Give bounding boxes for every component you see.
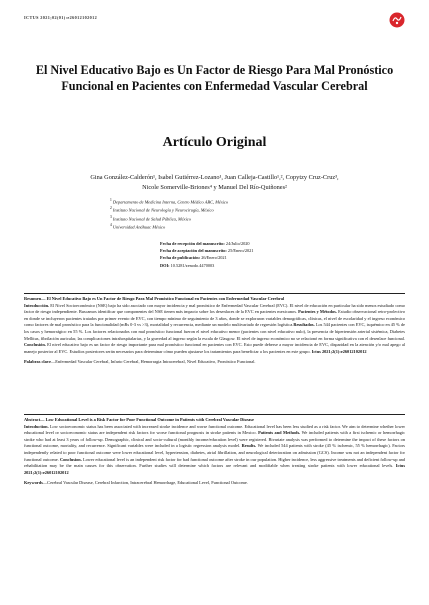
affiliation-item <box>110 214 379 222</box>
affiliation-number: 2 <box>110 206 112 211</box>
affiliation-item <box>110 205 379 213</box>
abstract-keywords: Keywords—Cerebral Vascular Disease, Cerebral Infarction, Intracerebral Hemorrhage, Educational Level, Functional Outcome. <box>24 480 248 486</box>
affiliations <box>110 197 379 231</box>
abstract-body: Introduction. Low socioeconomic status has been associated with increased stroke incidence and worse functional outcome. Educational level has been less studied as a risk factor. We aim to determine whether lower educational level or socioeconomic status are independent risk factors for worse functional prognosis in stroke patients in Mexico. Patients and Methods. We included patients with a first ischemic or hemorrhagic stroke who had at least 3 years of follow-up. Demographic, clinical and socio-cultural (monthly income/education level) were registered. Bivariate analysis was performed to determine the impact of these factors on functional outcome, mortality, and recurrence. Significant variables were included in a logistic regression analysis model. Results. We included 544 patients with stroke (45 % ischemic, 55 % hemorrhagic). Factors independently related to poor functional outcome were lower educational level, hypertension, diabetes, atrial fibrillation, and neurological deterioration on admission (GCS). Income was not an independent factor for functional outcome. Conclusion. Lower educational level is an independent risk factor for bad functional outcome after stroke in our population. Higher incidence, less aggressive treatments and deficient follow-up and rehabilitation may be the main causes for this observation. Further studies will determine which factors are relevant and modifiable when treating stroke patients with lower educational levels. Ictus 2021;2(1):e26012102012 <box>24 423 406 475</box>
received-date: Fecha de recepción del manuscrito: 24/Julio/2020 <box>160 241 250 246</box>
affiliation-number: 4 <box>110 223 112 228</box>
affiliation-text: Instituto Nacional de Neurología y Neurocirugía, México <box>112 207 214 213</box>
journal-logo-icon <box>389 12 405 28</box>
abstract-section <box>24 414 405 487</box>
affiliation-text: Universidad Anáhuac México <box>112 224 166 230</box>
resumen-title: Resumen— El Nivel Educativo Bajo es Un Factor de Riesgo Para Mal Pronóstico Funcional en Pacientes con Enfermedad Vascular Cerebral <box>24 296 285 301</box>
abstract-citation: Ictus 2021;2(1):e26012102012 <box>24 463 406 475</box>
manuscript-dates <box>160 240 389 269</box>
resumen-section <box>24 293 405 366</box>
abstract-title: Abstract— Low Educational Level is a Risk Factor for Poor Functional Outcome in Patients with Cerebral Vascular Disease <box>24 417 254 422</box>
authors-line-2: Nicole Somerville-Briones⁴ y Manuel Del Río-Quiñones² <box>142 184 287 191</box>
published-date: Fecha de publicación: 26/Enero/2021 <box>160 255 227 261</box>
journal-reference: ICTUS 2021;02(01):e26012102012 <box>24 15 98 20</box>
doi-link[interactable]: 10.5281/zenodo.4470003 <box>170 262 215 268</box>
affiliation-item <box>110 197 379 205</box>
affiliation-text: Instituto Nacional de Salud Pública, México <box>112 216 191 222</box>
resumen-citation: Ictus 2021;2(1):e26012102012 <box>311 348 367 354</box>
article-type-heading: Artículo Original <box>162 135 267 150</box>
affiliation-text: Departamento de Medicina Interna, Centro Médico ABC, México <box>112 199 229 205</box>
divider <box>24 293 405 294</box>
divider <box>24 414 405 415</box>
authors-line-1: Gina González-Calderón¹, Isabel Gutiérrez-Lozano¹, Juan Calleja-Castillo¹,², Copytzy Cruz-Cruz³, <box>90 174 339 181</box>
accepted-date: Fecha de aceptación del manuscrito: 25/Enero/2021 <box>160 248 254 254</box>
affiliation-number: 1 <box>110 198 112 202</box>
resumen-body: Introducción. El Nivel Socioeconómico (NSE) bajo ha sido asociado con mayor incidencia y mal pronóstico de Enfermedad Vascular Cerebral (EVC). El nivel de educación en particular ha sido menos estudiado como factor de riesgo independiente. Buscamos identificar que componentes del NSE tienen más impacto sobre los desenlaces de la EVC en pacientes mexicanos. Pacientes y Métodos. Estudio observacional retro-prolectivo en donde se incluyeron pacientes tratados por primer evento de EVC, con tiempo mínimo de seguimiento de 3 años, donde se exploraron variables demográficas, clínicas, el nivel de escolaridad y el ingreso económico como factores de mal pronóstico para la funcionalidad (mRs 0-3 vs >3), mortalidad y recurrencia, mediante un modelo multivariado de regresión logística.Resultados. Los 544 pacientes con EVC, isquémico en 45 % de los casos y hemorrágico en 55 %. Los factores relacionados con mal pronóstico funcional fueron el nivel educativo menor (pacientes con nivel educativo nulo), la presencia de hipertensión arterial sistémica, Diabetes Mellitus, fibrilación auricular, las complicaciones intrahospitalarias, y la gravedad al ingreso según la escala de Glasgow. El nivel de ingreso económico no se relacionó en forma significativa con el desenlace funcional. Conclusión. El nivel educativo bajo es un factor de riesgo importante para mal pronóstico funcional en pacientes con EVC. Esto puede deberse a mayor incidencia de EVC, disparidad en la atención y/o mal apego al manejo posterior al EVC. Estudios posteriores serán necesarios para determinar cómo pueden ajustarse los tratamientos para beneficiar a los pacientes en este grupo. Ictus 2021;2(1):e26012102012 <box>24 302 406 354</box>
article-title: El Nivel Educativo Bajo es Un Factor de Riesgo Para Mal Pronóstico Funcional en Pacientes con Enfermedad Vascular Cerebral <box>35 63 394 93</box>
affiliation-item <box>110 222 379 230</box>
affiliation-number: 3 <box>110 214 112 219</box>
author-list <box>30 173 399 193</box>
resumen-keywords: Palabras clave—Enfermedad Vascular Cerebral, Infarto Cerebral, Hemorragia Intracerebral, Nivel Educativo, Pronóstico Funcional. <box>24 359 256 365</box>
doi: DOI: 10.5281/zenodo.4470003 <box>160 262 215 268</box>
page-header <box>24 12 405 26</box>
